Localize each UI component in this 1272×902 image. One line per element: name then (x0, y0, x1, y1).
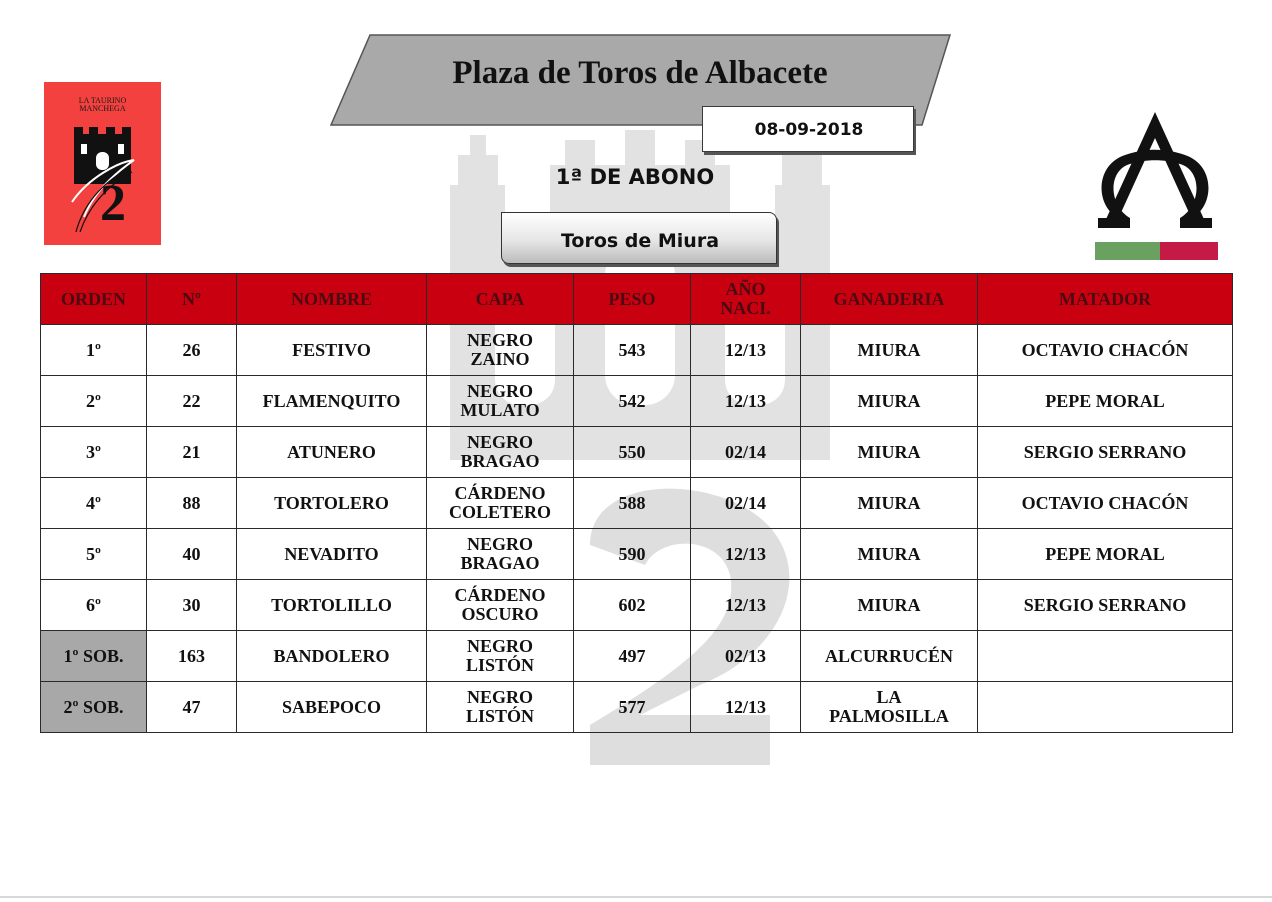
table-row (41, 427, 1233, 478)
cell-peso: 497 (574, 631, 691, 682)
cell-nombre: FESTIVO (237, 325, 427, 376)
table-row (41, 478, 1233, 529)
cell-numero: 163 (147, 631, 237, 682)
event-date: 08-09-2018 (754, 120, 864, 140)
cell-ano: 02/14 (691, 478, 801, 529)
cell-ano: 02/13 (691, 631, 801, 682)
col-orden: ORDEN (41, 274, 147, 325)
ganaderia-banner (501, 212, 777, 264)
cell-ganaderia: ALCURRUCÉN (801, 631, 978, 682)
col-peso: PESO (574, 274, 691, 325)
cell-matador: OCTAVIO CHACÓN (978, 478, 1233, 529)
cell-nombre: TORTOLILLO (237, 580, 427, 631)
cell-nombre: TORTOLERO (237, 478, 427, 529)
cell-numero: 22 (147, 376, 237, 427)
cell-numero: 88 (147, 478, 237, 529)
page-divider (0, 896, 1272, 898)
cell-orden: 1º (41, 325, 147, 376)
col-matador: MATADOR (978, 274, 1233, 325)
cell-ano: 02/14 (691, 427, 801, 478)
cell-capa: NEGRO BRAGAO (427, 427, 574, 478)
col-nombre: NOMBRE (237, 274, 427, 325)
cell-numero: 21 (147, 427, 237, 478)
col-ano-nacimiento: AÑO NACI. (691, 274, 801, 325)
cell-ganaderia: MIURA (801, 376, 978, 427)
logo-number: 2 (100, 175, 126, 232)
cell-ano: 12/13 (691, 529, 801, 580)
cell-ano: 12/13 (691, 682, 801, 733)
cell-matador: SERGIO SERRANO (978, 427, 1233, 478)
cell-orden: 2º (41, 376, 147, 427)
table-row (41, 529, 1233, 580)
cell-nombre: BANDOLERO (237, 631, 427, 682)
col-numero: Nº (147, 274, 237, 325)
cell-ganaderia: MIURA (801, 478, 978, 529)
page-title: Plaza de Toros de Albacete (452, 55, 828, 91)
cell-nombre: SABEPOCO (237, 682, 427, 733)
cell-orden: 2º SOB. (41, 682, 147, 733)
cell-peso: 588 (574, 478, 691, 529)
cell-orden: 3º (41, 427, 147, 478)
cell-numero: 47 (147, 682, 237, 733)
bulls-table (40, 273, 1233, 733)
cell-nombre: ATUNERO (237, 427, 427, 478)
cell-matador: SERGIO SERRANO (978, 580, 1233, 631)
event-name: 1ª DE ABONO (555, 165, 715, 189)
table-row (41, 631, 1233, 682)
ganaderia-banner-text: Toros de Miura (560, 230, 720, 252)
cell-peso: 543 (574, 325, 691, 376)
cell-orden: 1º SOB. (41, 631, 147, 682)
col-capa: CAPA (427, 274, 574, 325)
cell-matador (978, 631, 1233, 682)
cell-ano: 12/13 (691, 376, 801, 427)
table-row (41, 325, 1233, 376)
date-box (702, 106, 914, 152)
cell-capa: NEGRO LISTÓN (427, 631, 574, 682)
taurino-manchega-logo (44, 82, 161, 245)
cell-numero: 26 (147, 325, 237, 376)
cell-ganaderia: MIURA (801, 529, 978, 580)
cell-ganaderia: MIURA (801, 427, 978, 478)
cell-orden: 5º (41, 529, 147, 580)
cell-ganaderia: LA PALMOSILLA (801, 682, 978, 733)
table-row (41, 376, 1233, 427)
cell-numero: 30 (147, 580, 237, 631)
cell-orden: 6º (41, 580, 147, 631)
cell-peso: 590 (574, 529, 691, 580)
cell-capa: NEGRO ZAINO (427, 325, 574, 376)
cell-ganaderia: MIURA (801, 580, 978, 631)
cell-nombre: NEVADITO (237, 529, 427, 580)
cell-nombre: FLAMENQUITO (237, 376, 427, 427)
cell-peso: 577 (574, 682, 691, 733)
cell-capa: NEGRO MULATO (427, 376, 574, 427)
cell-numero: 40 (147, 529, 237, 580)
cell-peso: 542 (574, 376, 691, 427)
cell-peso: 550 (574, 427, 691, 478)
cell-ganaderia: MIURA (801, 325, 978, 376)
cell-peso: 602 (574, 580, 691, 631)
table-row (41, 580, 1233, 631)
table-header-row (41, 274, 1233, 325)
cell-matador (978, 682, 1233, 733)
cell-capa: NEGRO BRAGAO (427, 529, 574, 580)
cell-capa: CÁRDENO OSCURO (427, 580, 574, 631)
col-ganaderia: GANADERIA (801, 274, 978, 325)
cell-matador: OCTAVIO CHACÓN (978, 325, 1233, 376)
alpha-omega-icon (1090, 110, 1220, 265)
cell-capa: CÁRDENO COLETERO (427, 478, 574, 529)
cell-matador: PEPE MORAL (978, 376, 1233, 427)
cell-ano: 12/13 (691, 325, 801, 376)
cell-orden: 4º (41, 478, 147, 529)
cell-ano: 12/13 (691, 580, 801, 631)
cell-capa: NEGRO LISTÓN (427, 682, 574, 733)
table-row (41, 682, 1233, 733)
logo-brand-text: LA TAURINO MANCHEGA (78, 96, 127, 113)
cell-matador: PEPE MORAL (978, 529, 1233, 580)
